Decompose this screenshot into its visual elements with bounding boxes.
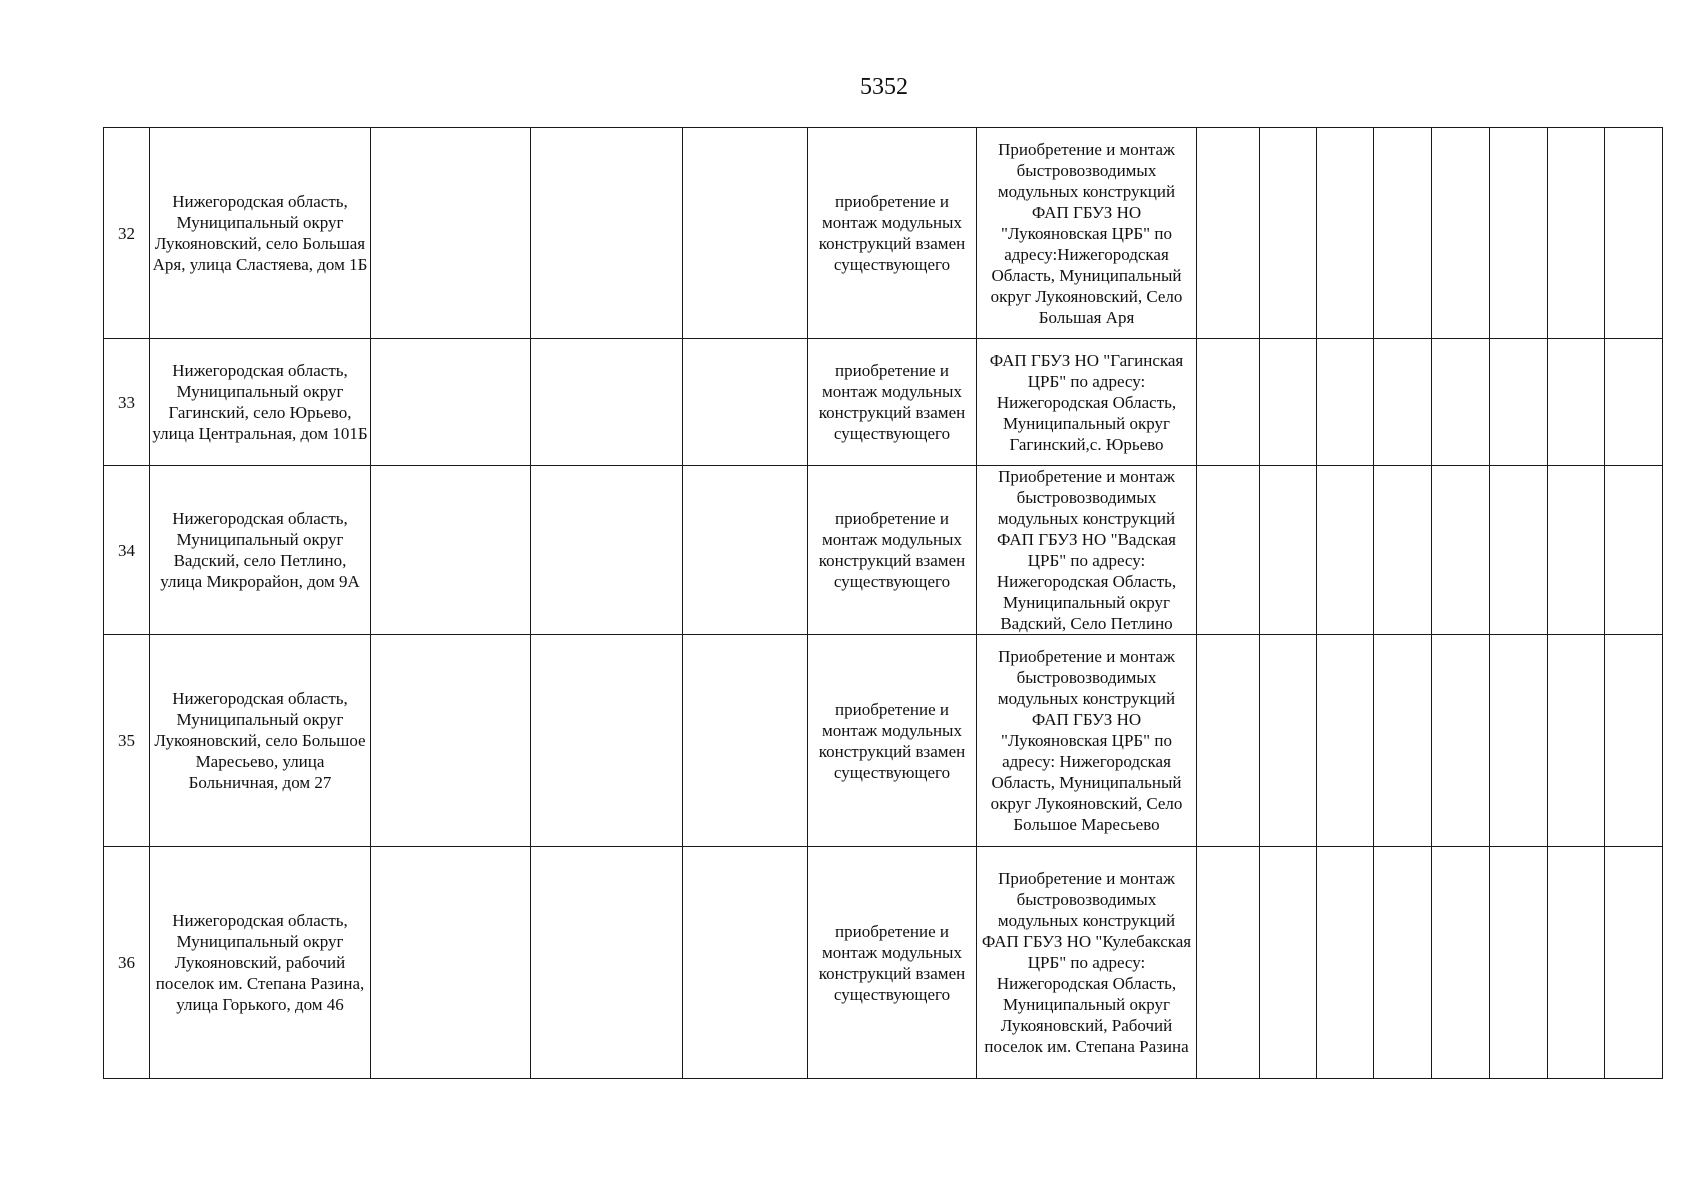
row-number: 34 <box>104 466 150 635</box>
empty-cell <box>1490 847 1548 1079</box>
empty-cell <box>1374 847 1432 1079</box>
empty-cell <box>1432 339 1490 466</box>
empty-cell <box>683 339 808 466</box>
empty-cell <box>1197 339 1260 466</box>
empty-cell <box>1548 339 1605 466</box>
empty-cell <box>683 466 808 635</box>
row-number: 33 <box>104 339 150 466</box>
work-type-cell: приобретение и монтаж модульных конструкций взамен существующего <box>808 635 977 847</box>
empty-cell <box>1490 128 1548 339</box>
empty-cell <box>1374 635 1432 847</box>
description-cell: Приобретение и монтаж быстровозводимых модульных конструкций ФАП ГБУЗ НО "Кулебакская ЦРБ" по адресу: Нижегородская Область, Муниципальный округ Лукояновский, Рабочий поселок им. Степана Разина <box>977 847 1197 1079</box>
description-cell: Приобретение и монтаж быстровозводимых модульных конструкций ФАП ГБУЗ НО "Вадская ЦРБ" по адресу: Нижегородская Область, Муниципальный округ Вадский, Село Петлино <box>977 466 1197 635</box>
address-cell: Нижегородская область, Муниципальный округ Лукояновский, село Большое Маресьево, улица Больничная, дом 27 <box>150 635 371 847</box>
empty-cell <box>1260 128 1317 339</box>
empty-cell <box>1605 128 1663 339</box>
empty-cell <box>1548 635 1605 847</box>
empty-cell <box>1197 847 1260 1079</box>
empty-cell <box>371 635 531 847</box>
row-number: 35 <box>104 635 150 847</box>
description-cell: Приобретение и монтаж быстровозводимых модульных конструкций ФАП ГБУЗ НО "Лукояновская ЦРБ" по адресу: Нижегородская Область, Муниципальный округ Лукояновский, Село Большое Маресьево <box>977 635 1197 847</box>
empty-cell <box>1317 466 1374 635</box>
empty-cell <box>531 847 683 1079</box>
description-cell: ФАП ГБУЗ НО "Гагинская ЦРБ" по адресу: Нижегородская Область, Муниципальный округ Гагинский,с. Юрьево <box>977 339 1197 466</box>
empty-cell <box>1432 847 1490 1079</box>
empty-cell <box>1432 635 1490 847</box>
empty-cell <box>1317 847 1374 1079</box>
empty-cell <box>1317 128 1374 339</box>
row-number: 36 <box>104 847 150 1079</box>
empty-cell <box>371 847 531 1079</box>
empty-cell <box>1197 128 1260 339</box>
empty-cell <box>683 128 808 339</box>
registry-table <box>103 127 1663 1079</box>
empty-cell <box>1605 847 1663 1079</box>
empty-cell <box>1260 466 1317 635</box>
empty-cell <box>1432 466 1490 635</box>
empty-cell <box>531 466 683 635</box>
empty-cell <box>683 635 808 847</box>
table-row <box>104 635 1663 847</box>
table-row <box>104 339 1663 466</box>
table-row <box>104 128 1663 339</box>
empty-cell <box>1490 635 1548 847</box>
empty-cell <box>1260 339 1317 466</box>
address-cell: Нижегородская область, Муниципальный округ Вадский, село Петлино, улица Микрорайон, дом 9А <box>150 466 371 635</box>
empty-cell <box>1260 847 1317 1079</box>
empty-cell <box>1317 339 1374 466</box>
empty-cell <box>531 128 683 339</box>
address-cell: Нижегородская область, Муниципальный округ Гагинский, село Юрьево, улица Центральная, дом 101Б <box>150 339 371 466</box>
empty-cell <box>1260 635 1317 847</box>
empty-cell <box>1548 466 1605 635</box>
empty-cell <box>1432 128 1490 339</box>
empty-cell <box>1605 635 1663 847</box>
address-cell: Нижегородская область, Муниципальный округ Лукояновский, рабочий поселок им. Степана Разина, улица Горького, дом 46 <box>150 847 371 1079</box>
empty-cell <box>371 339 531 466</box>
page-number: 5352 <box>860 74 908 100</box>
work-type-cell: приобретение и монтаж модульных конструкций взамен существующего <box>808 847 977 1079</box>
empty-cell <box>1605 466 1663 635</box>
empty-cell <box>531 339 683 466</box>
work-type-cell: приобретение и монтаж модульных конструкций взамен существующего <box>808 128 977 339</box>
empty-cell <box>1197 466 1260 635</box>
empty-cell <box>1490 466 1548 635</box>
work-type-cell: приобретение и монтаж модульных конструкций взамен существующего <box>808 466 977 635</box>
empty-cell <box>683 847 808 1079</box>
empty-cell <box>1548 847 1605 1079</box>
table-row <box>104 466 1663 635</box>
empty-cell <box>1317 635 1374 847</box>
empty-cell <box>1374 128 1432 339</box>
empty-cell <box>371 128 531 339</box>
empty-cell <box>1197 635 1260 847</box>
empty-cell <box>1490 339 1548 466</box>
empty-cell <box>1374 339 1432 466</box>
empty-cell <box>531 635 683 847</box>
empty-cell <box>1374 466 1432 635</box>
work-type-cell: приобретение и монтаж модульных конструкций взамен существующего <box>808 339 977 466</box>
address-cell: Нижегородская область, Муниципальный округ Лукояновский, село Большая Аря, улица Сластяева, дом 1Б <box>150 128 371 339</box>
description-cell: Приобретение и монтаж быстровозводимых модульных конструкций ФАП ГБУЗ НО "Лукояновская ЦРБ" по адресу:Нижегородская Область, Муниципальный округ Лукояновский, Село Большая Аря <box>977 128 1197 339</box>
empty-cell <box>1605 339 1663 466</box>
table-row <box>104 847 1663 1079</box>
empty-cell <box>1548 128 1605 339</box>
empty-cell <box>371 466 531 635</box>
row-number: 32 <box>104 128 150 339</box>
